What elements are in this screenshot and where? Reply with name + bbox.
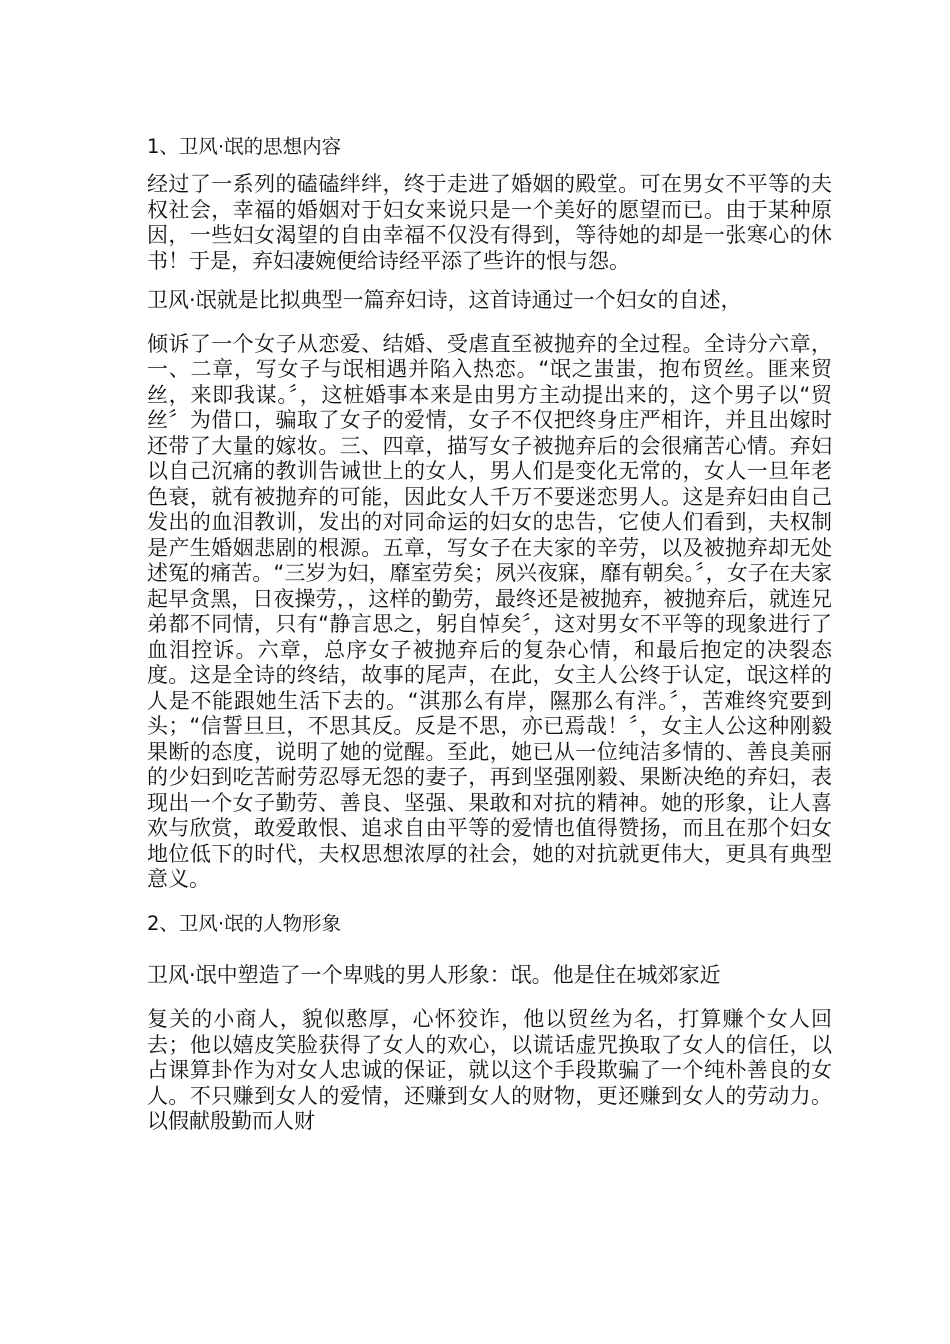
- paragraph-spacer: [147, 949, 832, 963]
- document-page: [147, 130, 832, 1135]
- section-1-paragraph-1: 经过了一系列的磕磕绊绊，终于走进了婚姻的殿堂。可在男女不平等的夫权社会，幸福的婚姻对于妇女来说只是一个美好的愿望而已。由于某种原因，一些妇女渴望的自由幸福不仅没有得到，等待她的却是一张寒心的休书！于是，弃妇凄婉便给诗经平添了些许的恨与怨。: [147, 172, 832, 273]
- paragraph-spacer: [147, 988, 832, 1007]
- paragraph-spacer: [147, 274, 832, 288]
- section-2-paragraph-1: 卫风·氓中塑造了一个卑贱的男人形象：氓。他是住在城郊家近: [147, 962, 721, 987]
- section-1-paragraph-3: 倾诉了一个女子从恋爱、结婚、受虐直至被抛弃的全过程。全诗分六章，一、二章，写女子与氓相遇并陷入热恋。“氓之蚩蚩，抱布贸丝。匪来贸丝，来即我谋。〞，这桩婚事本来是由男方主动提出来的，这个男子以“贸丝〞为借口，骗取了女子的爱情，女子不仅把终身庄严相许，并且出嫁时还带了大量的嫁妆。三、四章，描写女子被抛弃后的会很痛苦心情。弃妇以自己沉痛的教训告诫世上的女人，男人们是变化无常的，女人一旦年老色衰，就有被抛弃的可能，因此女人千万不要迷恋男人。这是弃妇由自己发出的血泪教训，发出的对同命运的妇女的忠告，它使人们看到，夫权制是产生婚姻悲剧的根源。五章，写女子在夫家的辛劳，以及被抛弃却无处述冤的痛苦。“三岁为妇，靡室劳矣；夙兴夜寐，靡有朝矣。〞，女子在夫家起早贪黑，日夜操劳，，这样的勤劳，最终还是被抛弃，被抛弃后，就连兄弟都不同情，只有“静言思之，躬自悼矣〞，这对男女不平等的现象进行了血泪控诉。六章，总序女子被抛弃后的复杂心情，和最后抱定的决裂态度。这是全诗的终结，故事的尾声，在此，女主人公终于认定，氓这样的人是不能跟她生活下去的。“淇那么有岸，隰那么有泮。〞，苦难终究要到头；“信誓旦旦，不思其反。反是不思，亦已焉哉！〞，女主人公这种刚毅果断的态度，说明了她的觉醒。至此，她已从一位纯洁多情的、善良美丽的少妇到吃苦耐劳忍辱无怨的妻子，再到坚强刚毅、果断决绝的弃妇，表现出一个女子勤劳、善良、坚强、果敢和对抗的精神。她的形象，让人喜欢与欣赏，敢爱敢恨、追求自由平等的爱情也值得赞扬，而且在那个妇女地位低下的时代，夫权思想浓厚的社会，她的对抗就更伟大，更具有典型意义。: [147, 331, 832, 891]
- section-1-paragraph-2: 卫风·氓就是比拟典型一篇弃妇诗，这首诗通过一个妇女的自述，: [147, 288, 742, 312]
- section-1-heading: 1、卫风·氓的思想内容: [147, 135, 342, 158]
- paragraph-spacer: [147, 893, 832, 907]
- paragraph-spacer: [147, 314, 832, 332]
- section-2-heading: 2、卫风·氓的人物形象: [147, 911, 342, 935]
- section-2-paragraph-2: 复关的小商人，貌似憨厚，心怀狡诈，他以贸丝为名，打算赚个女人回去；他以嬉皮笑脸获得了女人的欢心，以谎话虚咒换取了女人的信任，以占课算卦作为对女人忠诚的保证，就以这个手段欺骗了一个纯朴善良的女人。不只赚到女人的爱情，还赚到女人的财物，更还赚到女人的劳动力。以假献殷勤而人财: [147, 1007, 832, 1133]
